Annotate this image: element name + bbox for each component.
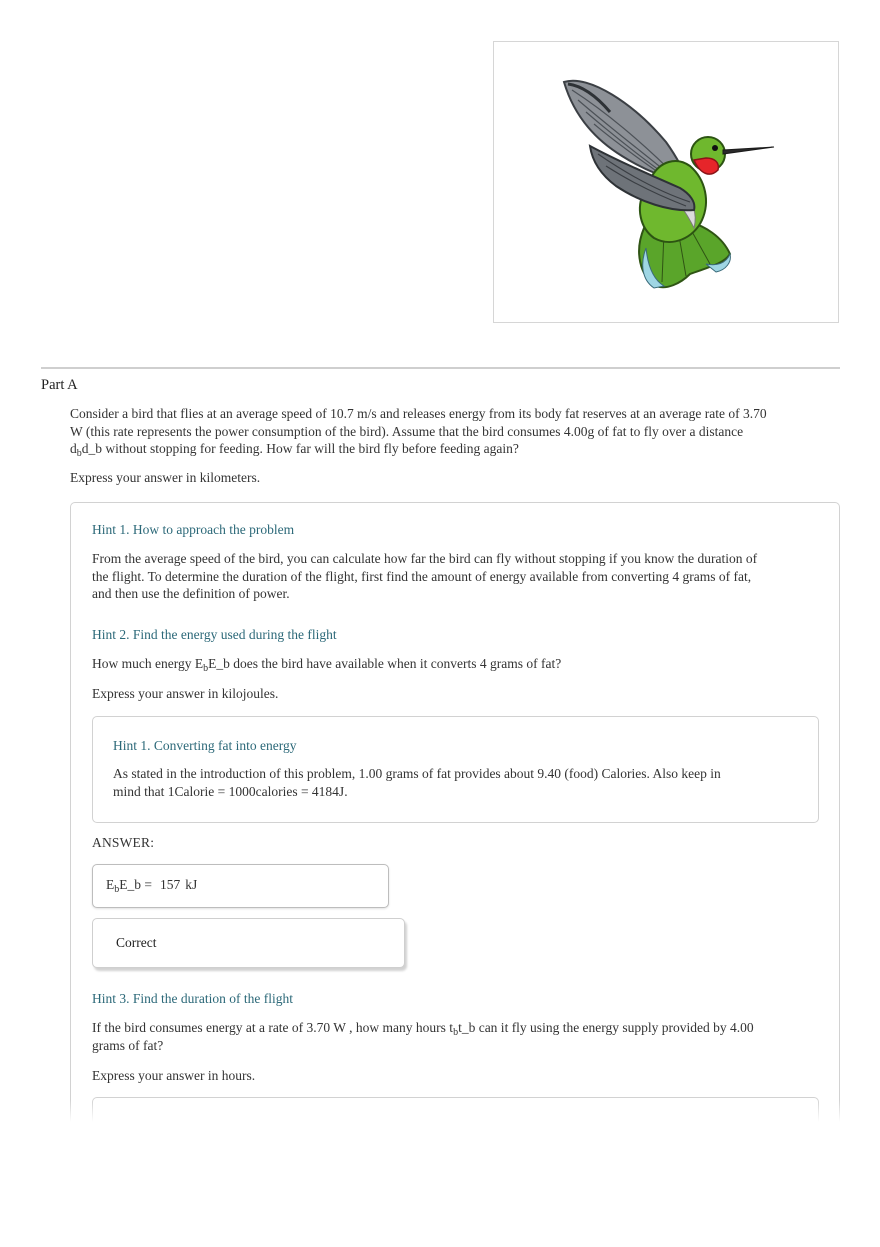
time-variable: $t_bt\_b$ xyxy=(449,1020,476,1038)
hint-3-express: Express your answer in hours. xyxy=(92,1068,256,1083)
hint-2-title[interactable]: Hint 2. Find the energy used during the flight xyxy=(92,627,337,642)
energy-variable: $E_bE\_b$ xyxy=(194,656,230,674)
hummingbird-illustration xyxy=(494,42,840,324)
problem-statement xyxy=(70,405,770,458)
distance-variable: $d_bd\_b$ xyxy=(70,441,102,460)
answer-field[interactable] xyxy=(92,864,389,908)
hint-2-question: How much energy $E_bE\_b$ does the bird have available when it converts 4 grams of fat? xyxy=(92,656,562,674)
part-title: Part A xyxy=(41,377,78,393)
hint-3-title[interactable]: Hint 3. Find the duration of the flight xyxy=(92,991,293,1006)
answer-equals: = xyxy=(141,877,152,892)
hint-1-title[interactable]: Hint 1. How to approach the problem xyxy=(92,522,295,537)
express-instruction: Express your answer in kilometers. xyxy=(70,470,261,485)
answer-variable: $E_bE\_b$ xyxy=(106,877,141,895)
section-divider xyxy=(41,367,840,369)
page-fade xyxy=(0,1100,880,1140)
problem-text-2: without stopping for feeding. How far will the bird fly before feeding again? xyxy=(102,441,519,457)
feedback-box xyxy=(92,918,405,968)
sub-hint-1-body: As stated in the introduction of this problem, 1.00 grams of fat provides about 9.40 (food) Calories. Also keep in mind that 1Calorie = 1000calories = 4184J. xyxy=(113,766,721,799)
answer-label: ANSWER: xyxy=(92,835,155,850)
sub-hint-1-title[interactable]: Hint 1. Converting fat into energy xyxy=(113,738,297,753)
problem-text-1: Consider a bird that flies at an average speed of 10.7 m/s and releases energy from its body fat reserves at an average rate of 3.70 W (this rate represents the power consumption of the bird). Assume that the bird consumes 4.00g of fat to fly over a distance xyxy=(70,406,767,439)
feedback-correct: Correct xyxy=(116,935,157,950)
answer-value: 157 xyxy=(160,877,181,892)
hint-1-body: From the average speed of the bird, you can calculate how far the bird can fly without stopping if you know the duration of the flight. To determine the duration of the flight, first find the amount of energy available from converting 4 grams of fat, and then use the definition of power. xyxy=(92,551,758,602)
answer-unit: kJ xyxy=(185,877,198,892)
answer-row xyxy=(106,877,197,893)
hummingbird-figure xyxy=(493,41,839,323)
hint-3-question: If the bird consumes energy at a rate of 3.70 W , how many hours $t_bt\_b$ can it fly using the energy supply provided by 4.00 grams of fat? xyxy=(92,1020,754,1053)
hint-2-express: Express your answer in kilojoules. xyxy=(92,686,279,701)
